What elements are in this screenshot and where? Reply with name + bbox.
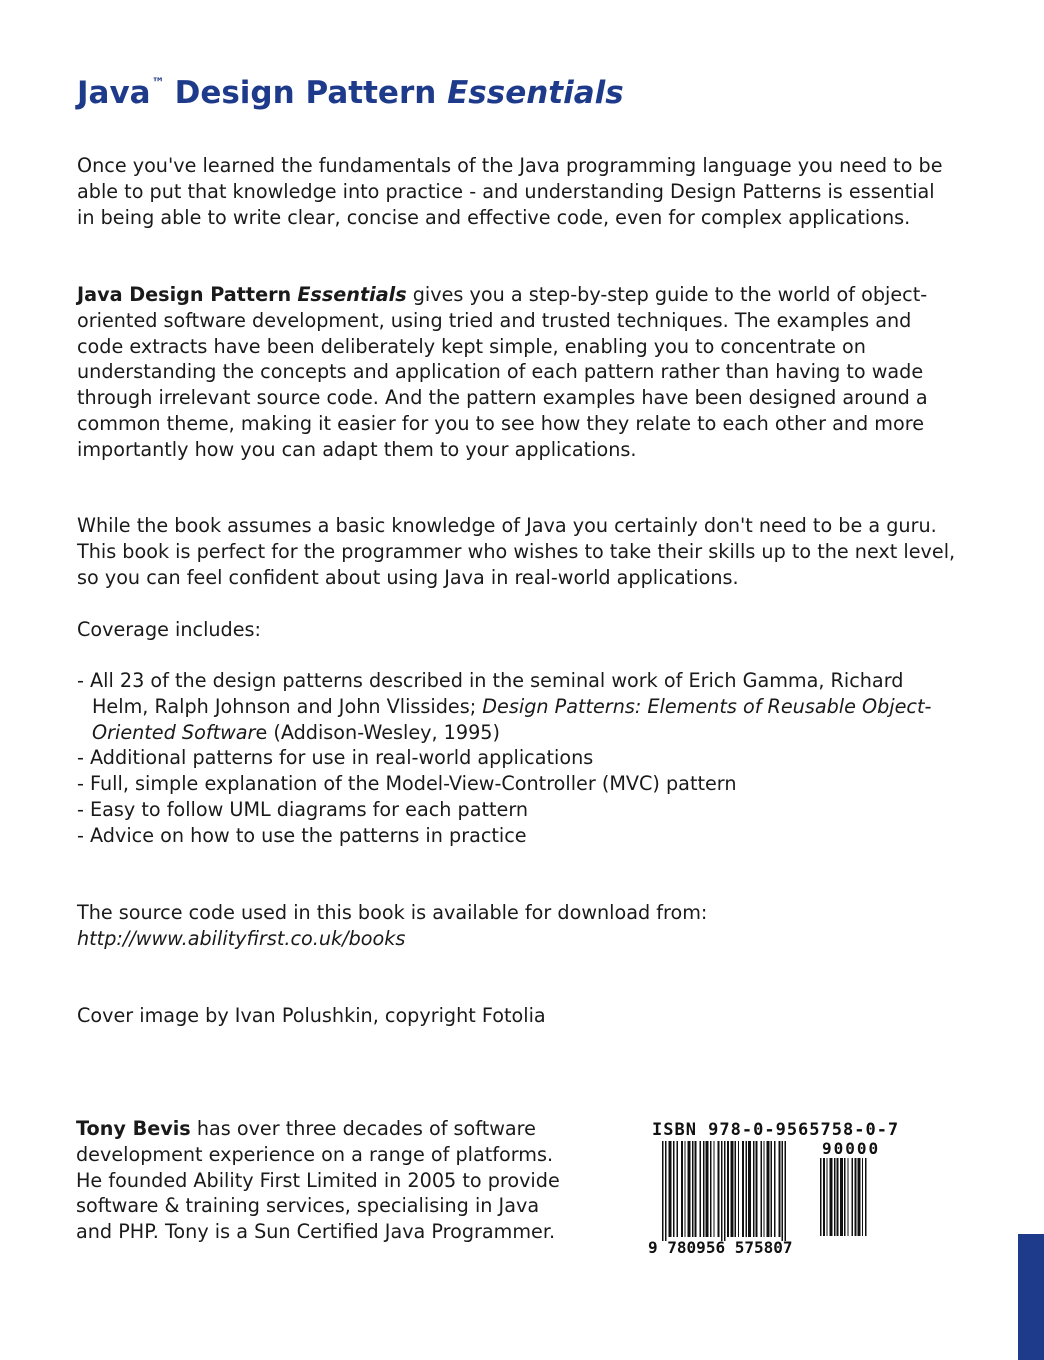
barcode-bar <box>706 1141 709 1237</box>
barcode-bar <box>782 1141 784 1241</box>
barcode-bar <box>727 1141 729 1237</box>
coverage-item: - Additional patterns for use in real-world applications <box>77 746 594 770</box>
download-link[interactable]: http://www.abilityfirst.co.uk/books <box>77 926 406 950</box>
barcode-bar <box>665 1141 667 1241</box>
barcode-bar <box>688 1141 691 1237</box>
barcode-bar <box>681 1141 683 1237</box>
barcode-bar <box>840 1158 843 1236</box>
cover-credit: Cover image by Ivan Polushkin, copyright Fotolia <box>77 1004 546 1027</box>
author-bio-text: has over three decades of software development experience on a range of platforms. He founded Ability First Limited in 2005 to provide software & training services, specialising in Java and PHP. Tony is a Sun Certified Java Programmer. <box>76 1117 560 1244</box>
assumptions-paragraph: While the book assumes a basic knowledge of Java you certainly don't need to be a guru. This book is perfect for the programmer who wishes to take their skills up to the next level, so you can feel confident about using Java in real-world applications. <box>77 514 956 589</box>
download-section <box>77 900 707 952</box>
title-design-pattern: Design Pattern <box>174 75 437 111</box>
barcode-bar <box>767 1141 770 1237</box>
download-text: The source code used in this book is available for download from: <box>77 901 708 924</box>
barcode-bars <box>662 1141 810 1241</box>
barcode-bar <box>855 1158 857 1236</box>
barcode-bar <box>673 1141 675 1237</box>
barcode-bar <box>746 1141 748 1237</box>
barcode-bar <box>848 1158 849 1236</box>
barcode-bar <box>761 1141 763 1237</box>
barcode-bar <box>820 1158 822 1236</box>
barcode-bar <box>695 1141 697 1237</box>
coverage-item: - All 23 of the design patterns described in the seminal work of Erich Gamma, Richard Helm, Ralph Johnson and John Vlissides; Design Patterns: Elements of Reusable Object-Oriented Software (Addison-Wesley, 1995) <box>77 669 932 744</box>
barcode-bar <box>714 1141 715 1237</box>
barcode-bar <box>862 1158 863 1236</box>
barcode-bar <box>827 1158 828 1236</box>
barcode-bar <box>748 1141 751 1237</box>
barcode-bar <box>742 1141 744 1237</box>
coverage-item: - Advice on how to use the patterns in practice <box>77 823 527 847</box>
barcode-bar <box>669 1141 672 1237</box>
page-title <box>77 62 624 115</box>
barcode-bar <box>731 1141 734 1237</box>
barcode-bar <box>735 1141 737 1237</box>
barcode-bar <box>756 1141 758 1237</box>
trademark-symbol: ™ <box>151 76 165 91</box>
barcode-bar <box>724 1141 726 1241</box>
barcode-bar <box>662 1141 664 1241</box>
barcode-bar <box>753 1141 755 1237</box>
coverage-item: - Full, simple explanation of the Model-View-Controller (MVC) pattern <box>77 772 737 796</box>
edge-tab <box>1018 1234 1044 1360</box>
barcode-bar <box>700 1141 702 1237</box>
author-bio <box>76 1116 576 1245</box>
ean-left-digits: 780956 <box>667 1238 726 1257</box>
title-essentials: Essentials <box>447 75 624 111</box>
title-java: Java <box>77 75 151 111</box>
barcode-bar <box>865 1158 867 1236</box>
gof-book-title: Design Patterns: Elements of Reusable Object-Oriented Softwar <box>92 694 932 744</box>
barcode-bar <box>703 1141 705 1237</box>
ean-first-digit: 9 <box>648 1238 658 1257</box>
intro-paragraph: Once you've learned the fundamentals of the Java programming language you need to be able to put that knowledge into practice - and understanding Design Patterns is essential in being able to write clear, concise and effective code, even for complex applications. <box>77 154 943 229</box>
coverage-heading: Coverage includes: <box>77 618 262 641</box>
barcode-bar <box>830 1158 833 1236</box>
description-bold-italic-title: Essentials <box>297 283 407 306</box>
barcode-bar <box>710 1141 712 1237</box>
isbn-barcode <box>648 1118 900 1263</box>
barcode-bar <box>692 1141 694 1237</box>
description-bold-title: Java Design Pattern <box>77 283 292 306</box>
barcode-bar <box>834 1158 836 1236</box>
barcode-bar <box>771 1141 773 1237</box>
barcode-bar <box>844 1158 846 1236</box>
description-paragraph <box>77 282 947 463</box>
isbn-number: ISBN 978-0-9565758-0-7 <box>652 1120 900 1140</box>
barcode-bar <box>738 1141 739 1237</box>
coverage-item: - Easy to follow UML diagrams for each pattern <box>77 797 529 821</box>
price-code: 90000 <box>822 1139 881 1158</box>
barcode-bar <box>785 1141 787 1241</box>
barcode-bar <box>837 1158 839 1236</box>
barcode-bar <box>779 1141 781 1237</box>
ean-right-digits: 575807 <box>734 1238 793 1257</box>
description-text: gives you a step-by-step guide to the world of object-oriented software development, using tried and trusted techniques. The examples and code extracts have been deliberately kept simple, enabling you to concentrate on understanding the concepts and application of each pattern rather than having to wade through irrelevant source code. And the pattern examples have been designed around a common theme, making it easier for you to see how they relate to each other and more importantly how you can adapt them to your applications. <box>77 283 928 461</box>
barcode-bar <box>852 1158 854 1236</box>
barcode-bar <box>823 1158 825 1236</box>
ean-digits <box>648 1238 793 1257</box>
barcode-bar <box>677 1141 679 1237</box>
barcode-bar <box>721 1141 723 1241</box>
coverage-list <box>77 668 937 849</box>
barcode-bar <box>718 1141 720 1237</box>
barcode-bar <box>774 1141 776 1237</box>
barcode-bar <box>764 1141 765 1237</box>
barcode-bar <box>685 1141 686 1237</box>
author-name: Tony Bevis <box>76 1117 191 1140</box>
barcode-bar <box>858 1158 861 1236</box>
barcode-addon-bars <box>820 1158 890 1238</box>
